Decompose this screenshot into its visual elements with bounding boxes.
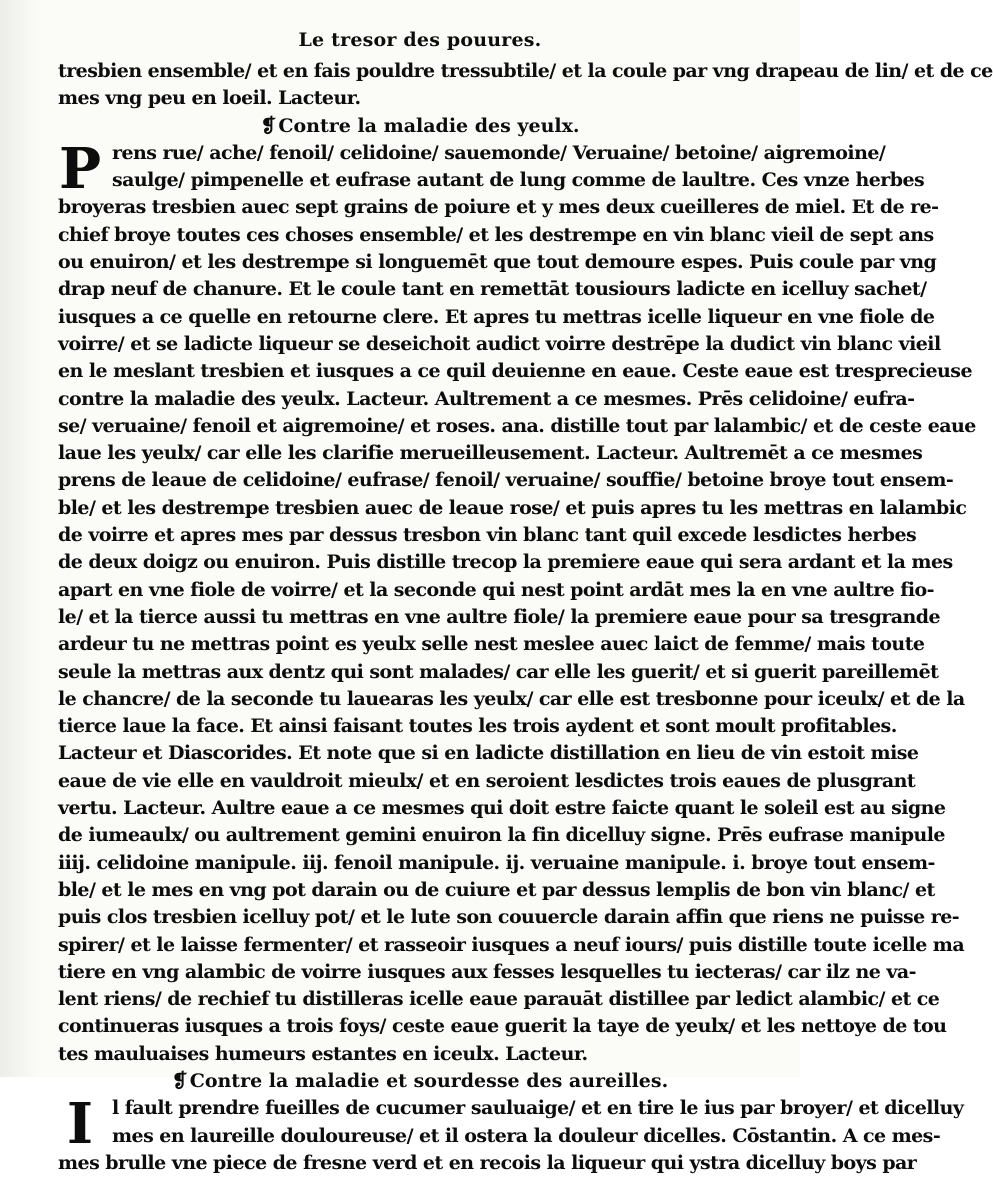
text-line: ble/ et les destrempe tresbien auec de leaue rose/ et puis apres tu les mettras en lalambic <box>58 496 967 519</box>
paragraph <box>58 1091 964 1177</box>
text-line: se/ veruaine/ fenoil et aigremoine/ et roses. ana. distille tout par lalambic/ et de ceste eaue <box>58 414 976 437</box>
text-line: voirre/ et se ladicte liqueur se deseichoit audict voirre destrēpe la dudict vin blanc vieil <box>58 332 941 355</box>
text-line: seule la mettras aux dentz qui sont malades/ car elle les guerit/ et si guerit pareillemēt <box>58 660 939 683</box>
text-line: ou enuiron/ et les destrempe si longuemēt que tout demoure espes. Puis coule par vng <box>58 251 937 274</box>
text-line: Lacteur et Diascorides. Et note que si en ladicte distillation en lieu de vin estoit mise <box>58 742 919 765</box>
text-line: vertu. Lacteur. Aultre eaue a ce mesmes qui doit estre faicte quant le soleil est au signe <box>58 797 946 820</box>
text-line: en le meslant tresbien et iusques a ce quil deuienne en eaue. Ceste eaue est tresprecieuse <box>58 360 972 383</box>
section-heading <box>58 1068 782 1095</box>
paragraph <box>58 135 976 1068</box>
sections <box>58 113 976 1177</box>
text-line: prens de leaue de celidoine/ eufrase/ fenoil/ veruaine/ souffie/ betoine broye tout ensem- <box>58 469 954 492</box>
text-line: puis clos tresbien icelluy pot/ et le lute son couuercle darain affin que riens ne puisse re- <box>58 906 960 929</box>
text-line: saulge/ pimpenelle et eufrase autant de lung comme de laultre. Ces vnze herbes <box>112 169 925 192</box>
text-line: iusques a ce quelle en retourne clere. Et apres tu mettras icelle liqueur en vne fiole de <box>58 305 935 328</box>
text-line: tresbien ensemble/ et en fais pouldre tressubtile/ et la coule par vng drapeau de lin/ et de ce <box>58 60 993 82</box>
section-heading-text: Contre la maladie et sourdesse des aureilles. <box>189 1069 669 1092</box>
drop-cap: P <box>58 135 102 202</box>
text-line: laue les yeulx/ car elle les clarifie merueilleusement. Lacteur. Aultremēt a ce mesmes <box>58 442 923 465</box>
text-line: mes vng peu en loeil. Lacteur. <box>58 87 361 110</box>
text-line: broyeras tresbien auec sept grains de poiure et y mes deux cueilleres de miel. Et de re- <box>58 196 939 219</box>
section-heading <box>58 113 782 140</box>
section-heading-text: Contre la maladie des yeulx. <box>278 114 580 137</box>
text-line: continueras iusques a trois foys/ ceste eaue guerit la taye de yeulx/ et les nettoye de tou <box>58 1015 947 1038</box>
continued-text <box>58 58 993 113</box>
running-head: Le tresor des pouures. <box>298 29 542 51</box>
text-line: chief broye toutes ces choses ensemble/ et les destrempe en vin blanc vieil de sept ans <box>58 223 934 246</box>
text-line: le/ et la tierce aussi tu mettras en vne aultre fiole/ la premiere eaue pour sa tresgrande <box>58 605 941 628</box>
drop-cap: I <box>66 1091 94 1158</box>
text-line: drap neuf de chanure. Et le coule tant en remettāt tousiours ladicte en icelluy sachet/ <box>58 278 927 301</box>
text-line: apart en vne fiole de voirre/ et la seconde qui nest point ardāt mes la en vne aultre fio- <box>58 578 935 601</box>
text-line: mes brulle vne piece de fresne verd et en recois la liqueur qui ystra dicelluy boys par <box>58 1151 917 1174</box>
text-line: de deux doigz ou enuiron. Puis distille trecop la premiere eaue qui sera ardant et la mes <box>58 551 953 574</box>
text-line: tes mauluaises humeurs estantes en iceulx. Lacteur. <box>58 1042 588 1065</box>
text-line: ardeur tu ne mettras point es yeulx selle nest meslee auec laict de femme/ mais toute <box>58 633 925 656</box>
text-line: iiij. celidoine manipule. iij. fenoil manipule. ij. veruaine manipule. i. broye tout ensem- <box>58 851 935 874</box>
text-line: l fault prendre fueilles de cucumer sauluaige/ et en tire le ius par broyer/ et dicelluy <box>112 1097 964 1120</box>
text-line: eaue de vie elle en vauldroit mieulx/ et en seroient lesdictes trois eaues de plusgrant <box>58 769 916 792</box>
text-line: le chancre/ de la seconde tu lauearas les yeulx/ car elle est tresbonne pour iceulx/ et de la <box>58 687 965 710</box>
text-line: contre la maladie des yeulx. Lacteur. Aultrement a ce mesmes. Prēs celidoine/ eufra- <box>58 387 915 410</box>
text-line: lent riens/ de rechief tu distilleras icelle eaue parauāt distillee par ledict alambic/ et ce <box>58 988 940 1011</box>
pilcrow-mark: ❡ <box>171 1069 188 1092</box>
text-line: tiere en vng alambic de voirre iusques aux fesses lesquelles tu iecteras/ car ilz ne va- <box>58 960 916 983</box>
pilcrow-mark: ❡ <box>260 114 277 137</box>
text-line: de voirre et apres mes par dessus tresbon vin blanc tant quil excede lesdictes herbes <box>58 524 917 547</box>
text-line: mes en laureille douloureuse/ et il ostera la douleur dicelles. Cōstantin. A ce mes- <box>112 1124 941 1147</box>
text-line: de iumeaulx/ ou aultrement gemini enuiron la fin dicelluy signe. Prēs eufrase manipule <box>58 824 945 847</box>
text-line: spirer/ et le laisse fermenter/ et rasseoir iusques a neuf iours/ puis distille toute icelle ma <box>58 933 965 956</box>
text-line: rens rue/ ache/ fenoil/ celidoine/ sauemonde/ Veruaine/ betoine/ aigremoine/ <box>112 141 886 164</box>
text-line: ble/ et le mes en vng pot darain ou de cuiure et par dessus lemplis de bon vin blanc/ et <box>58 878 935 901</box>
text-line: tierce laue la face. Et ainsi faisant toutes les trois aydent et sont moult profitables. <box>58 715 897 738</box>
